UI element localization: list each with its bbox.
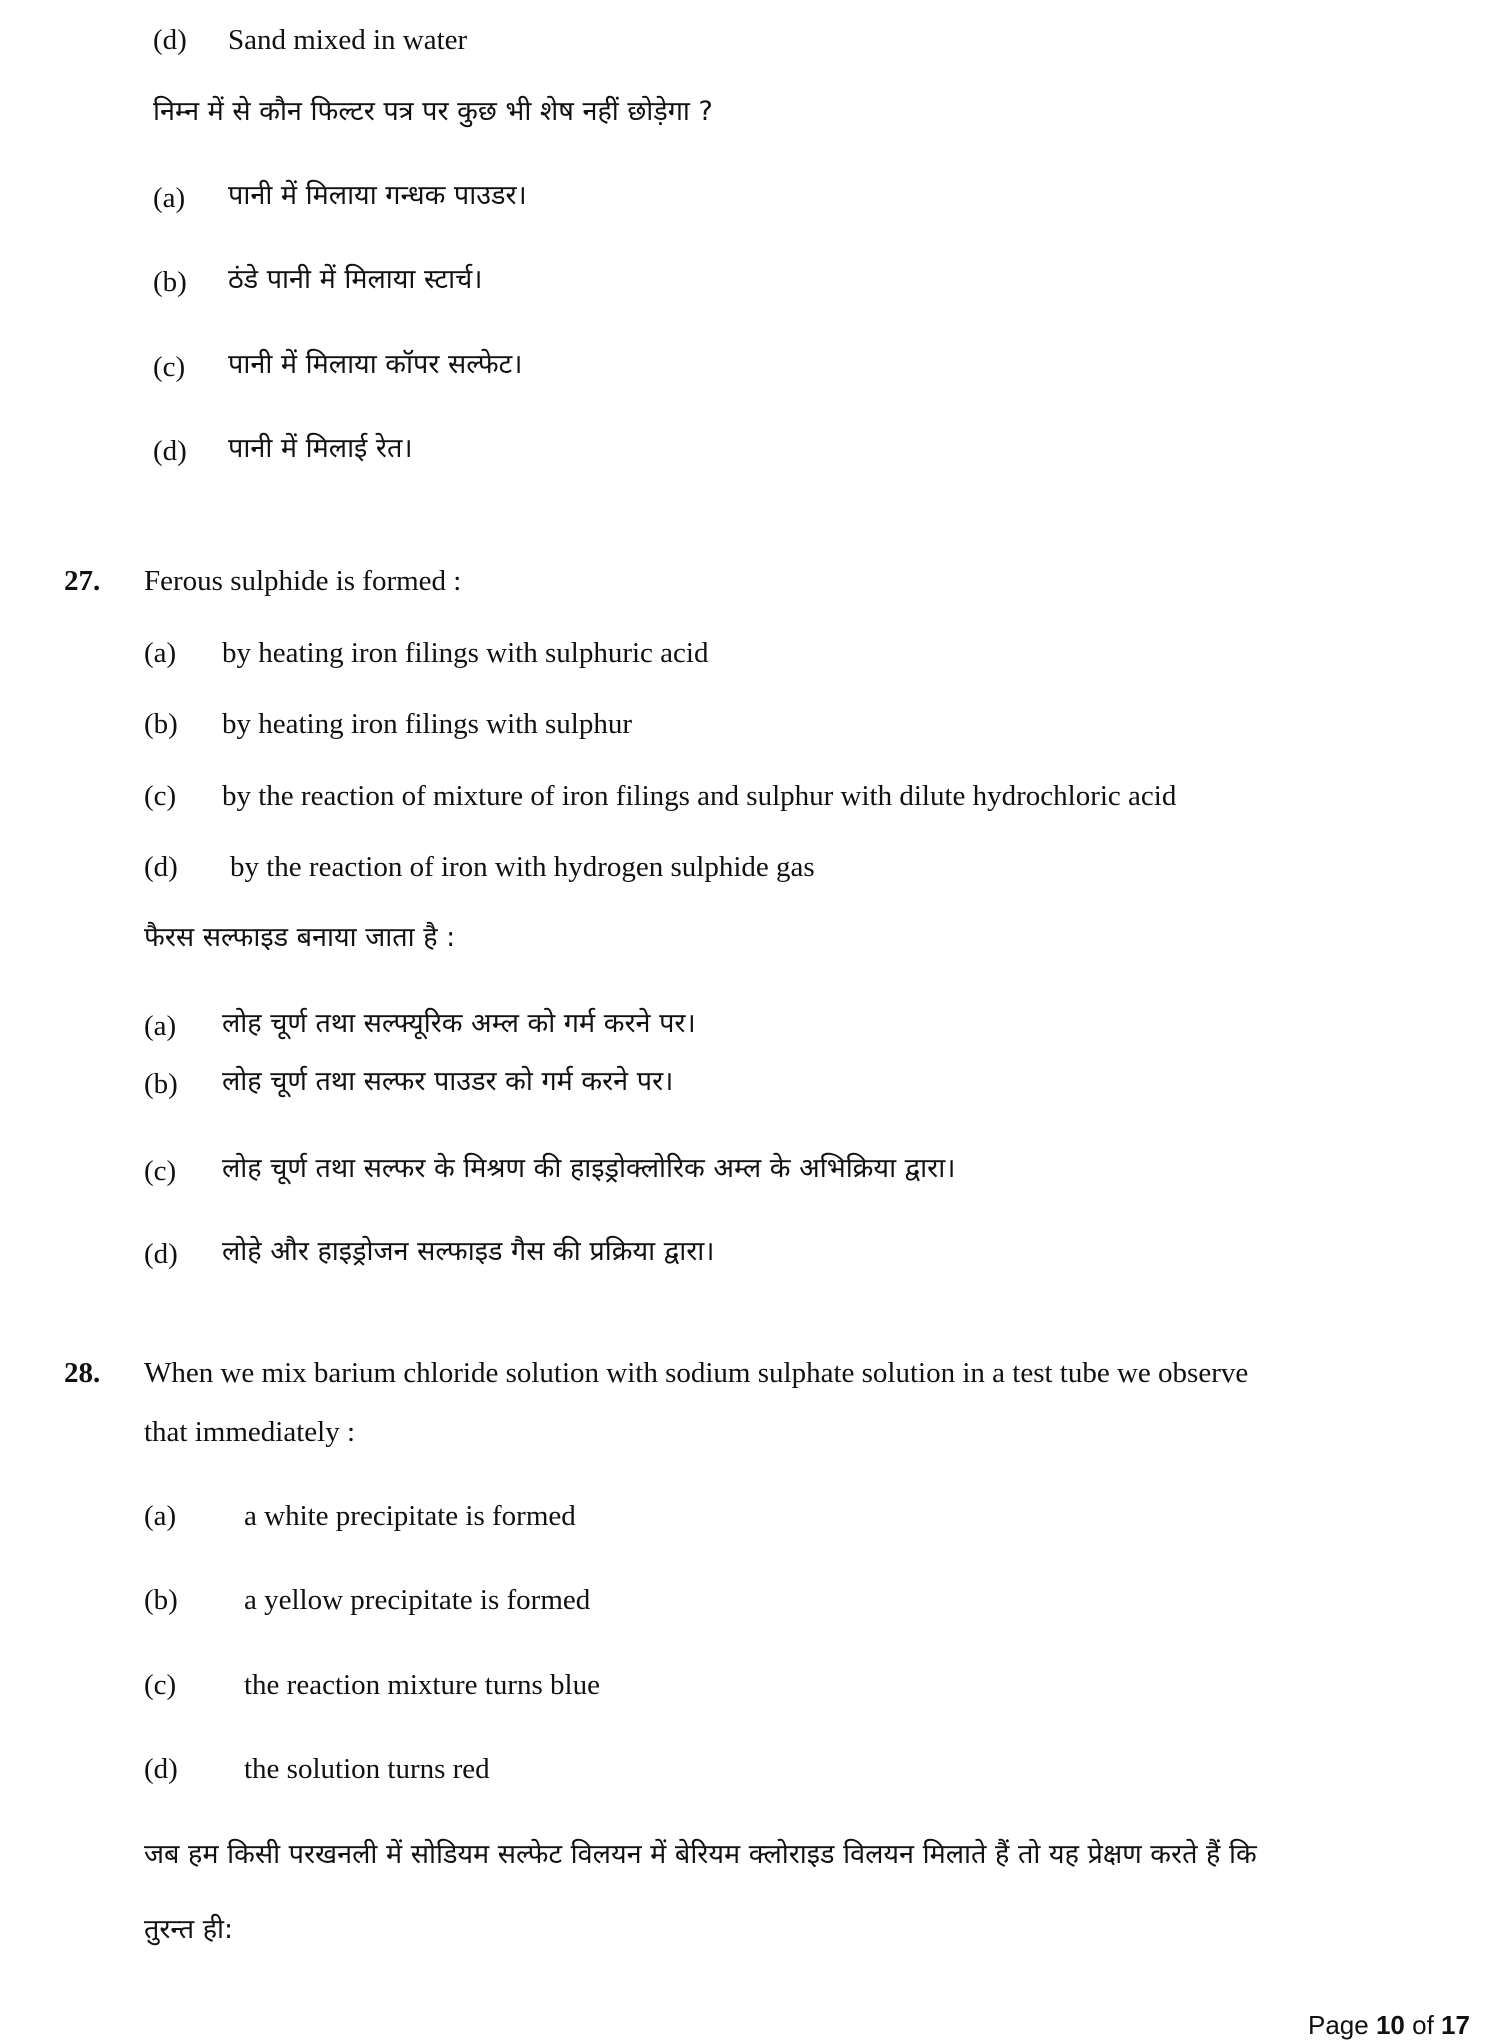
page-word: Page: [1308, 2010, 1369, 2040]
option-text: by heating iron filings with sulphur: [222, 708, 632, 740]
option-text: Sand mixed in water: [228, 24, 468, 56]
option-text: by heating iron filings with sulphuric acid: [222, 637, 709, 669]
option-label: (b): [144, 1584, 178, 1616]
option-label: (a): [144, 1500, 177, 1532]
hindi-question-stem-line1: जब हम किसी परखनली में सोडियम सल्फेट विलयन में बेरियम क्लोराइड विलयन मिलाते हैं तो यह प्रेक्षण करते हैं कि: [144, 1839, 1257, 1870]
question-stem-line2: that immediately :: [144, 1416, 356, 1448]
hindi-option-text: लोह चूर्ण तथा सल्फर के मिश्रण की हाइड्रोक्लोरिक अम्ल के अभिक्रिया द्वारा।: [222, 1153, 956, 1184]
hindi-question-stem-line2: तुरन्त ही:: [144, 1914, 234, 1945]
hindi-option-text: लोह चूर्ण तथा सल्फर पाउडर को गर्म करने पर।: [222, 1066, 674, 1097]
option-label: (a): [144, 637, 177, 669]
option-label: (b): [144, 1068, 178, 1100]
option-label: (a): [144, 1010, 177, 1042]
option-label: (d): [144, 851, 178, 883]
question-stem-line1: When we mix barium chloride solution with sodium sulphate solution in a test tube we observe: [144, 1357, 1249, 1389]
option-text: the reaction mixture turns blue: [244, 1669, 600, 1701]
option-text: by the reaction of iron with hydrogen sulphide gas: [230, 851, 815, 883]
hindi-option-text: ठंडे पानी में मिलाया स्टार्च।: [228, 264, 483, 295]
hindi-option-text: पानी में मिलाया कॉपर सल्फेट।: [228, 349, 523, 380]
total-pages: 17: [1441, 2010, 1470, 2040]
option-label: (d): [153, 24, 187, 56]
option-label: (d): [144, 1753, 178, 1785]
question-stem: Ferous sulphide is formed :: [144, 565, 462, 597]
hindi-option-text: पानी में मिलाई रेत।: [228, 433, 413, 464]
option-text: the solution turns red: [244, 1753, 490, 1785]
option-label: (b): [144, 708, 178, 740]
question-number: 27.: [64, 565, 101, 597]
hindi-option-text: लोह चूर्ण तथा सल्फ्यूरिक अम्ल को गर्म करने पर।: [222, 1008, 696, 1039]
option-label: (a): [153, 182, 186, 214]
option-label: (d): [153, 435, 187, 467]
option-label: (c): [153, 351, 186, 383]
option-label: (d): [144, 1238, 178, 1270]
hindi-option-text: पानी में मिलाया गन्धक पाउडर।: [228, 180, 527, 211]
current-page: 10: [1375, 2010, 1405, 2040]
question-number: 28.: [64, 1357, 101, 1389]
option-text: a yellow precipitate is formed: [244, 1584, 591, 1616]
hindi-question-stem: फैरस सल्फाइड बनाया जाता है :: [144, 922, 456, 953]
option-label: (c): [144, 1155, 177, 1187]
of-word: of: [1412, 2010, 1434, 2040]
option-label: (c): [144, 1669, 177, 1701]
page-number: [1308, 2010, 1470, 2041]
option-text: by the reaction of mixture of iron filings and sulphur with dilute hydrochloric acid: [222, 780, 1177, 812]
option-label: (c): [144, 780, 177, 812]
hindi-question-stem: निम्न में से कौन फिल्टर पत्र पर कुछ भी शेष नहीं छोड़ेगा ?: [153, 96, 713, 127]
option-label: (b): [153, 266, 187, 298]
hindi-option-text: लोहे और हाइड्रोजन सल्फाइड गैस की प्रक्रिया द्वारा।: [222, 1236, 715, 1267]
option-text: a white precipitate is formed: [244, 1500, 576, 1532]
